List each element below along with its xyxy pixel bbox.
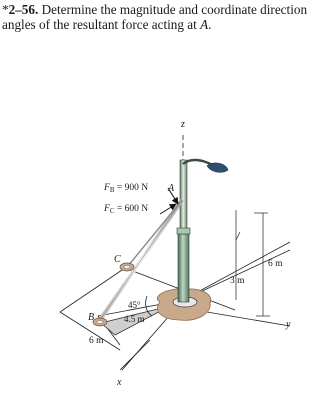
label-force-B: $F_B = 900$ N: [104, 183, 149, 194]
label-point-B: B: [88, 312, 95, 323]
y-axis: [195, 310, 290, 326]
label-dim-height: 6 m: [268, 259, 283, 269]
pole-lower: [178, 232, 189, 302]
pole-upper: [180, 160, 187, 234]
problem-text-line2: angles of the resultant force acting at A.: [2, 17, 212, 32]
label-y-axis: y: [286, 319, 291, 330]
pole-collar: [177, 228, 190, 234]
lamp-head: [207, 163, 228, 172]
label-point-C: C: [114, 254, 121, 265]
lamp-arm: [183, 160, 212, 165]
anchor-C-bolt: [124, 265, 130, 269]
label-force-C: $F_C = 600$ N: [104, 204, 149, 215]
label-z-axis: z: [181, 119, 185, 130]
anchor-B-bolt: [97, 320, 103, 324]
problem-number: *2–56.: [2, 2, 39, 17]
label-x-axis: x: [117, 377, 122, 388]
problem-text-line1: Determine the magnitude and coordinate direction: [41, 2, 308, 17]
label-point-A: A: [168, 183, 175, 194]
label-dim-x: 6 m: [89, 336, 104, 346]
label-angle: 45°: [128, 300, 141, 310]
label-dim-short: 4.5 m: [124, 314, 145, 324]
label-dim-y: 3 m: [230, 276, 245, 286]
dimension-lines: [236, 210, 270, 316]
